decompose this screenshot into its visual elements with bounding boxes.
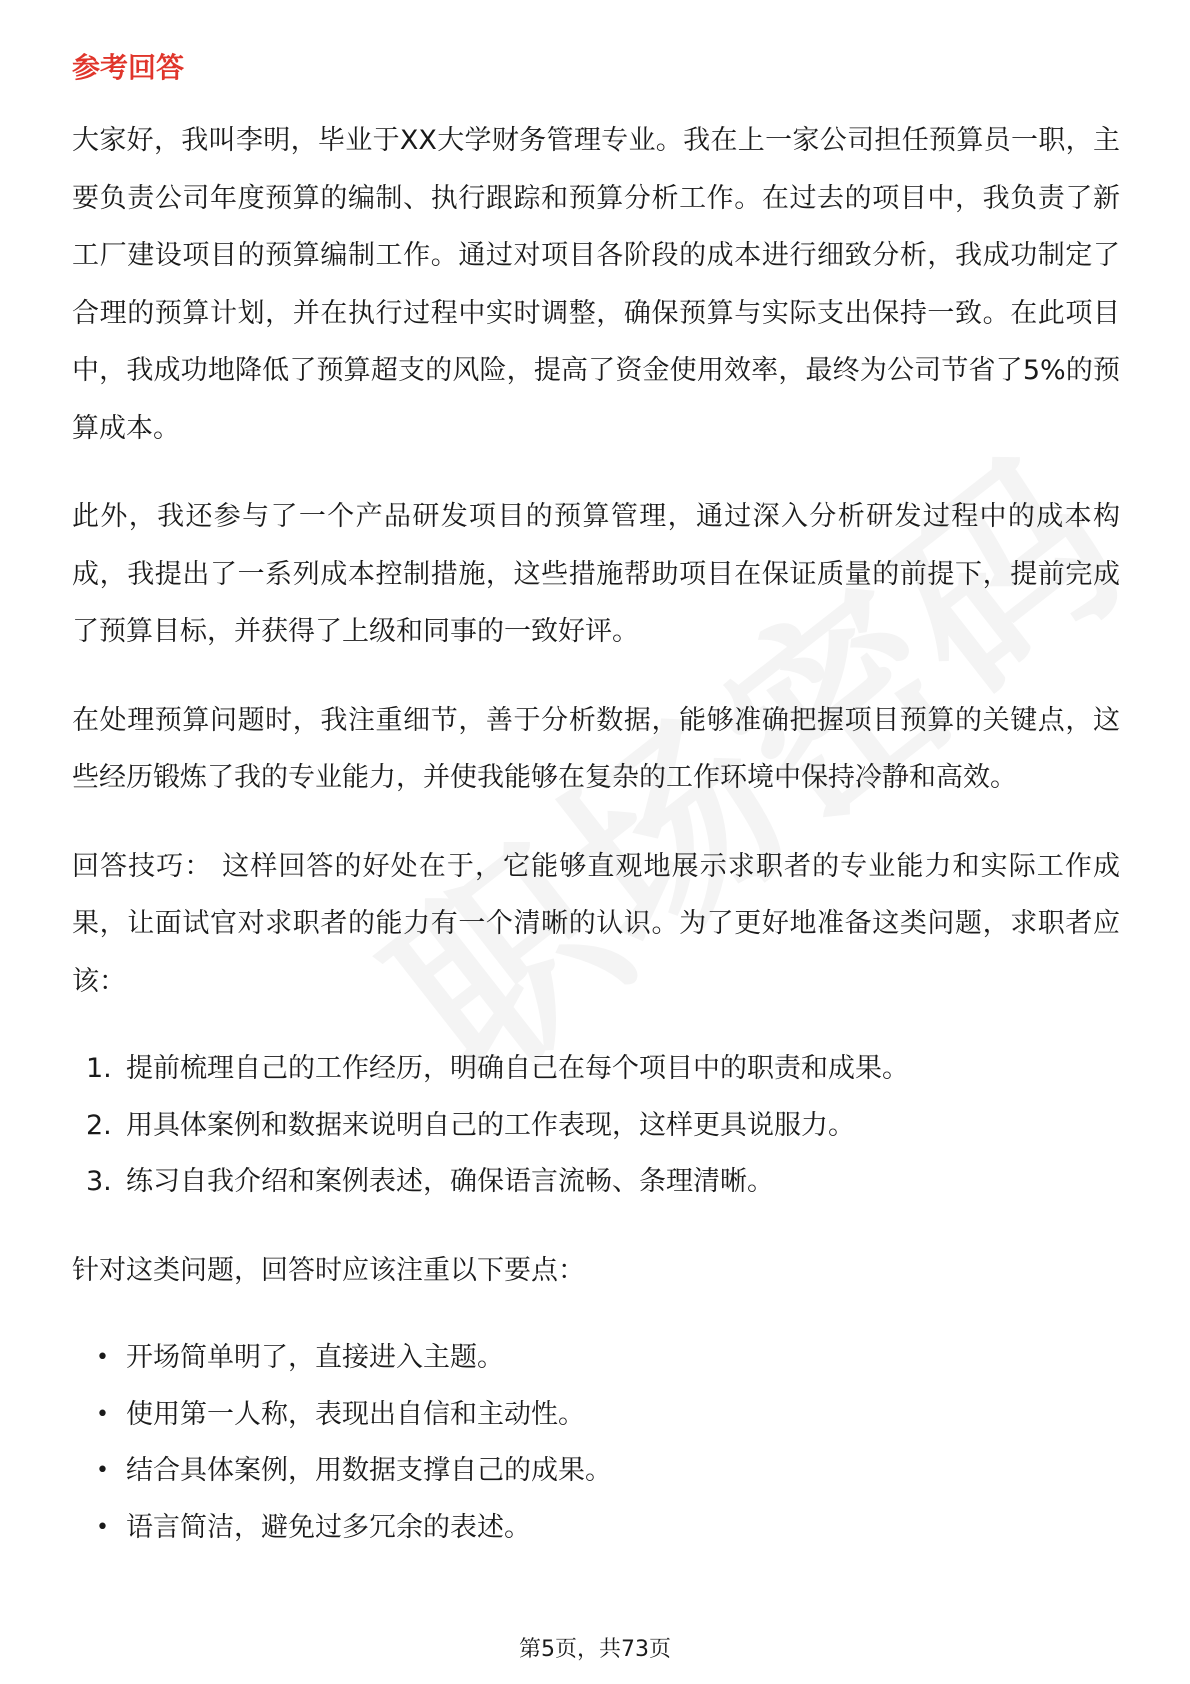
page-footer: 第5页，共73页 bbox=[519, 1637, 671, 1662]
list-item-text: 提前梳理自己的工作经历，明确自己在每个项目中的职责和成果。 bbox=[126, 1053, 909, 1084]
bullet-icon: • bbox=[96, 1458, 109, 1483]
list-item bbox=[72, 1098, 1120, 1155]
numbered-list bbox=[72, 1041, 1120, 1211]
bullet-list bbox=[72, 1330, 1120, 1556]
list-item-text: 语言简洁，避免过多冗余的表述。 bbox=[126, 1511, 531, 1543]
paragraph-points-intro: 针对这类问题，回答时应该注重以下要点： bbox=[72, 1254, 585, 1286]
list-number: 3. bbox=[86, 1166, 112, 1197]
list-item-text: 结合具体案例，用数据支撑自己的成果。 bbox=[126, 1455, 612, 1486]
list-item bbox=[72, 1500, 1120, 1557]
list-number: 1. bbox=[86, 1053, 112, 1084]
list-number: 2. bbox=[86, 1109, 112, 1141]
list-item bbox=[72, 1154, 1120, 1211]
paragraph-tips: 回答技巧： 这样回答的好处在于，它能够直观地展示求职者的专业能力和实际工作成果，让面试官对求职者的能力有一个清晰的认识。为了更好地准备这类问题，求职者应该： bbox=[72, 850, 1120, 997]
paragraph-skills: 在处理预算问题时，我注重细节，善于分析数据，能够准确把握项目预算的关键点，这些经历锻炼了我的专业能力，并使我能够在复杂的工作环境中保持冷静和高效。 bbox=[72, 704, 1120, 793]
list-item bbox=[72, 1330, 1120, 1387]
list-item-text: 开场简单明了，直接进入主题。 bbox=[126, 1342, 504, 1373]
list-item bbox=[72, 1443, 1120, 1500]
list-item-text: 使用第一人称，表现出自信和主动性。 bbox=[126, 1398, 585, 1430]
section-title: 参考回答 bbox=[72, 51, 185, 84]
list-item-text: 用具体案例和数据来说明自己的工作表现，这样更具说服力。 bbox=[126, 1109, 855, 1141]
list-item bbox=[72, 1041, 1120, 1098]
bullet-icon: • bbox=[96, 1514, 109, 1540]
paragraph-intro: 大家好，我叫李明，毕业于XX大学财务管理专业。我在上一家公司担任预算员一职，主要负责公司年度预算的编制、执行跟踪和预算分析工作。在过去的项目中，我负责了新工厂建设项目的预算编制工作。通过对项目各阶段的成本进行细致分析，我成功制定了合理的预算计划，并在执行过程中实时调整，确保预算与实际支出保持一致。在此项目中，我成功地降低了预算超支的风险，提高了资金使用效率，最终为公司节省了5%的预算成本。 bbox=[72, 125, 1120, 444]
list-item bbox=[72, 1387, 1120, 1444]
bullet-icon: • bbox=[96, 1345, 109, 1370]
bullet-icon: • bbox=[96, 1401, 109, 1427]
document-body bbox=[72, 48, 1120, 1587]
paragraph-project: 此外，我还参与了一个产品研发项目的预算管理，通过深入分析研发过程中的成本构成，我提出了一系列成本控制措施，这些措施帮助项目在保证质量的前提下，提前完成了预算目标，并获得了上级和同事的一致好评。 bbox=[72, 501, 1120, 647]
list-item-text: 练习自我介绍和案例表述，确保语言流畅、条理清晰。 bbox=[126, 1166, 774, 1197]
